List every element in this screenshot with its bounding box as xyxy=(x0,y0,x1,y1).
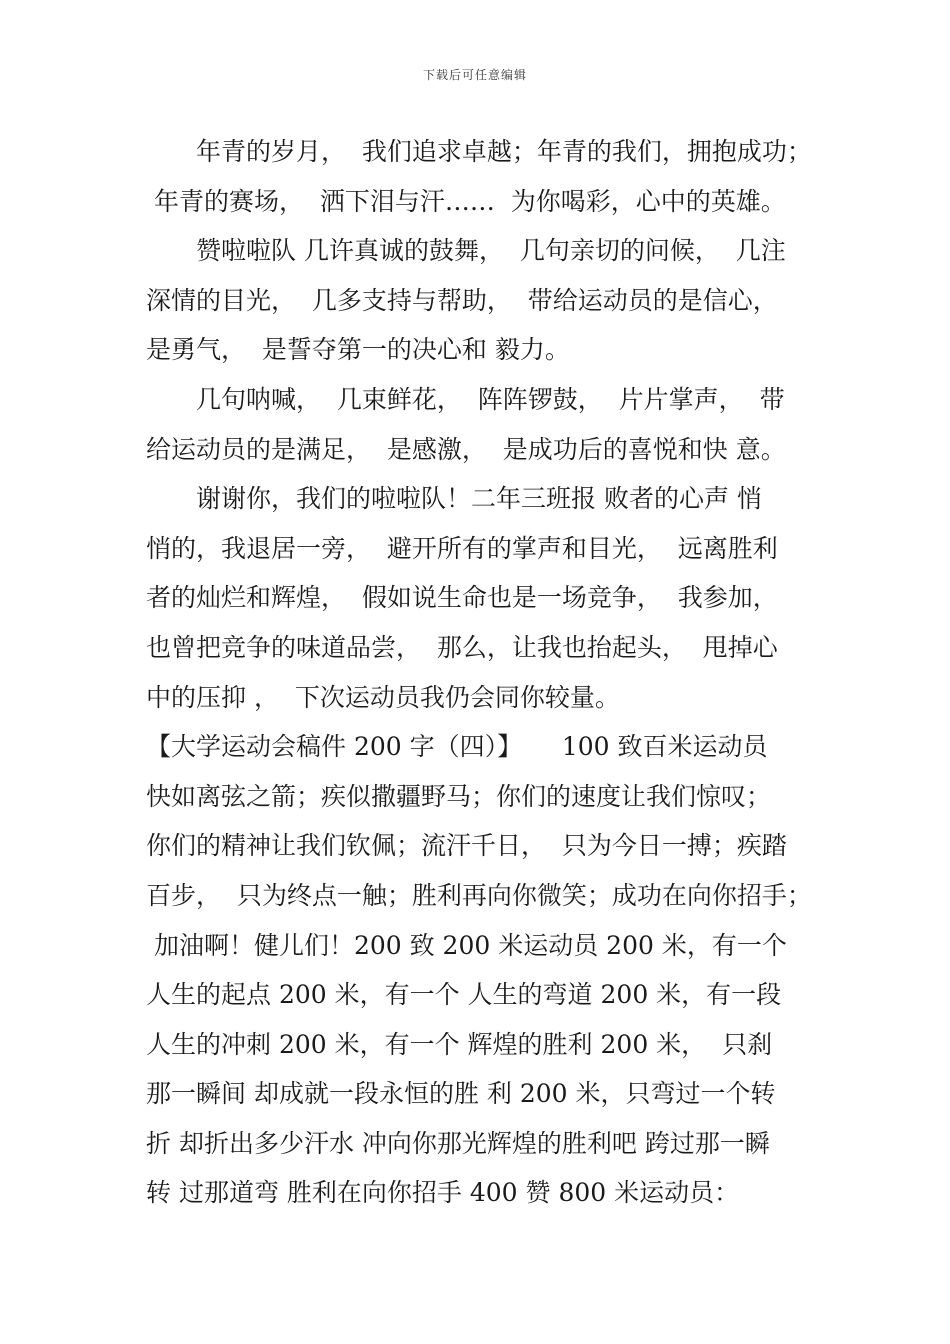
text-line: 者的灿烂和辉煌， 假如说生命也是一场竞争， 我参加， xyxy=(146,583,778,613)
text-line: 是勇气， 是誓夺第一的决心和 毅力。 xyxy=(146,335,570,365)
text-line: 年青的岁月， 我们追求卓越；年青的我们，拥抱成功； xyxy=(196,137,812,166)
text-line: 加油啊！健儿们！200 致 200 米运动员 200 米，有一个 xyxy=(146,930,787,960)
text-line: 谢谢你，我们的啦啦队！二年三班报 败者的心声 悄 xyxy=(196,484,762,514)
text-line: 年青的赛场， 洒下泪与汗…… 为你喝彩，心中的英雄。 xyxy=(146,186,786,216)
page-header: 下载后可任意编辑 xyxy=(422,68,527,82)
text-line: 也曾把竞争的味道品尝， 那么，让我也抬起头， 甩掉心 xyxy=(146,632,778,662)
article-body xyxy=(146,127,826,1218)
section-heading-line: 【大学运动会稿件 200 字（四）】 100 致百米运动员 xyxy=(146,732,768,762)
text-line: 你们的精神让我们钦佩；流汗千日， 只为今日一搏；疾踏 xyxy=(146,831,787,861)
text-line: 折 却折出多少汗水 冲向你那光辉煌的胜利吧 跨过那一瞬 xyxy=(146,1128,770,1158)
text-line: 转 过那道弯 胜利在向你招手 400 赞 800 米运动员： xyxy=(146,1178,740,1208)
text-line: 赞啦啦队 几许真诚的鼓舞， 几句亲切的问候， 几注 xyxy=(196,236,786,266)
text-line: 那一瞬间 却成就一段永恒的胜 利 200 米，只弯过一个转 xyxy=(146,1079,776,1109)
text-line: 几句呐喊， 几束鲜花， 阵阵锣鼓， 片片掌声， 带 xyxy=(196,384,785,414)
text-line: 中的压抑 ， 下次运动员我仍会同你较量。 xyxy=(146,682,620,712)
text-line: 悄的，我退居一旁， 避开所有的掌声和目光， 远离胜利 xyxy=(146,533,778,563)
text-line: 深情的目光， 几多支持与帮助， 带给运动员的是信心， xyxy=(146,285,778,315)
text-line: 人生的起点 200 米，有一个 人生的弯道 200 米，有一段 xyxy=(146,980,782,1010)
text-line: 人生的冲刺 200 米，有一个 辉煌的胜利 200 米， 只刹 xyxy=(146,1029,773,1059)
text-line: 给运动员的是满足， 是感激， 是成功后的喜悦和快 意。 xyxy=(146,434,786,464)
text-line: 快如离弦之箭；疾似撒疆野马；你们的速度让我们惊叹； xyxy=(146,781,772,811)
text-line: 百步， 只为终点一触；胜利再向你微笑；成功在向你招手； xyxy=(146,880,812,910)
